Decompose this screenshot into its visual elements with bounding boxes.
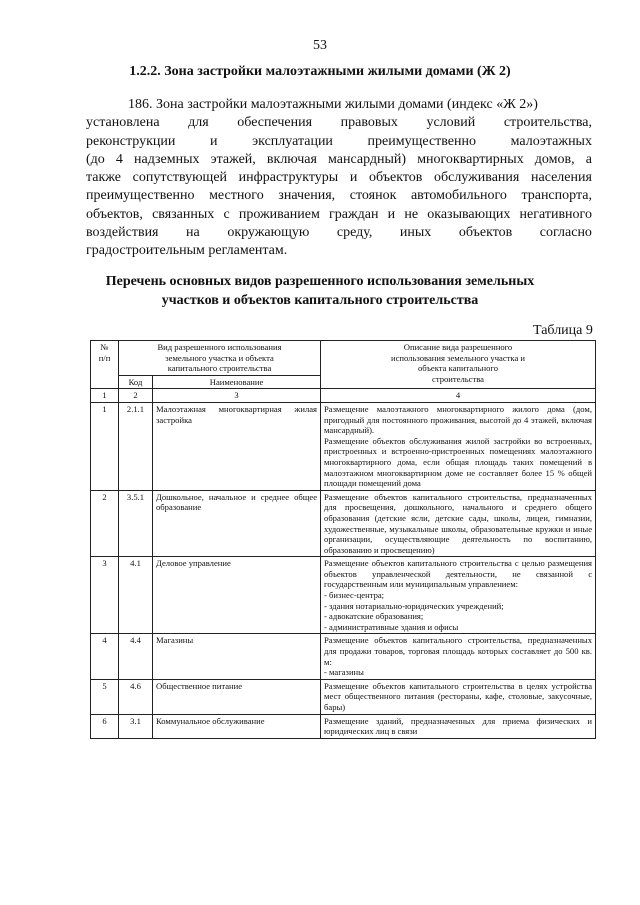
word: стоянок (349, 188, 397, 204)
paragraph-line (86, 151, 592, 169)
header-kind: Вид разрешенного использования земельного участка и объекта капитального строительства (119, 341, 321, 376)
table-row (91, 402, 596, 490)
word: проживанием (238, 206, 320, 222)
list-title-line: участков и объектов капитального строительства (161, 293, 479, 308)
row-code: 2.1.1 (119, 402, 153, 490)
word: не (404, 206, 419, 222)
word: негативного (519, 206, 592, 222)
row-name: Общественное питание (153, 679, 321, 714)
row-description: Размещение зданий, предназначенных для приема физических и юридических лиц в связи (321, 714, 596, 738)
word: многоквартирных (417, 151, 524, 167)
paragraph-line (86, 169, 592, 187)
row-code: 3.5.1 (119, 490, 153, 557)
column-number: 2 (119, 389, 153, 403)
word: малоэтажных (510, 133, 592, 149)
word: объектов (458, 225, 513, 241)
row-code: 4.1 (119, 557, 153, 634)
word: и (349, 170, 358, 186)
word: домов, (534, 151, 575, 167)
column-number-row (91, 389, 596, 403)
page-number: 53 (313, 38, 327, 53)
word: граждан (329, 206, 379, 222)
row-name: Магазины (153, 634, 321, 679)
word: значения, (278, 188, 336, 204)
word: местного (209, 188, 264, 204)
word: воздействия (86, 225, 159, 241)
word: автомобильного (410, 188, 507, 204)
word: для (188, 115, 209, 131)
word: обслуживания (433, 170, 520, 186)
row-name: Коммунальное обслуживание (153, 714, 321, 738)
word: сопутствующей (132, 170, 228, 186)
paragraph-line (86, 224, 592, 242)
row-code: 3.1 (119, 714, 153, 738)
row-name: Деловое управление (153, 557, 321, 634)
table-row (91, 490, 596, 557)
word: а (585, 151, 592, 167)
row-description: Размещение объектов капитального строительства с целью размещения объектов управленческой деятельности, не связанной с государственным или муниципальным управлением: - бизнес-центра; - здания нотариально-юридических учреждений; - адвокатские образования; - административные здания и офисы (321, 557, 596, 634)
table-row (91, 557, 596, 634)
word: также (86, 170, 122, 186)
column-number: 1 (91, 389, 119, 403)
word: строительства, (503, 115, 592, 131)
table-row (91, 679, 596, 714)
word: на (186, 225, 200, 241)
paragraph-line (86, 133, 592, 151)
row-description: Размещение объектов капитального строительства, предназначенных для продажи товаров, торговая площадь которых составляет до 500 кв. м: - магазины (321, 634, 596, 679)
word: условий (426, 115, 476, 131)
word: оказывающих (427, 206, 511, 222)
word: с (223, 206, 230, 222)
word: окружающую (227, 225, 310, 241)
word: надземных (133, 151, 200, 167)
zone-description-paragraph (86, 96, 592, 261)
column-number: 3 (153, 389, 321, 403)
paragraph-line (86, 114, 592, 132)
row-code: 4.6 (119, 679, 153, 714)
row-number: 1 (91, 402, 119, 490)
paragraph-line: 186. Зона застройки малоэтажными жилыми домами (индекс «Ж 2») (128, 97, 538, 112)
column-number: 4 (321, 389, 596, 403)
word: и (387, 206, 396, 222)
table-body (91, 402, 596, 738)
word: транспорта, (521, 188, 592, 204)
word: включая (266, 151, 317, 167)
header-code: Код (119, 375, 153, 389)
row-number: 5 (91, 679, 119, 714)
word: эксплуатации (252, 133, 333, 149)
row-description: Размещение объектов капитального строительства, предназначенных для просвещения, дошкольного, начального и среднего общего образования (детские ясли, детские сады, школы, лицеи, гимназии, художественные, музыкальные школы, образовательные кружки и иные организации, осуществляющие деятельность по воспитанию, образованию и просвещению) (321, 490, 596, 557)
word: связанных (152, 206, 215, 222)
word: преимущественно (367, 133, 477, 149)
row-name: Малоэтажная многоквартирная жилая застройка (153, 402, 321, 490)
section-title: 1.2.2. Зона застройки малоэтажными жилыми домами (Ж 2) (129, 64, 511, 79)
table-row (91, 634, 596, 679)
word: (до (86, 151, 105, 167)
header-name: Наименование (153, 375, 321, 389)
row-number: 6 (91, 714, 119, 738)
word: мансардный) (328, 151, 407, 167)
paragraph-line: градостроительным регламентам. (86, 243, 288, 259)
word: 4 (115, 151, 123, 167)
paragraph-line (86, 206, 592, 224)
word: объектов (368, 170, 423, 186)
word: реконструкции (86, 133, 176, 149)
word: среду, (336, 225, 373, 241)
row-name: Дошкольное, начальное и среднее общее образование (153, 490, 321, 557)
paragraph-line (86, 187, 592, 205)
row-description: Размещение объектов капитального строительства в целях устройства мест общественного питания (рестораны, кафе, столовые, закусочные, бары) (321, 679, 596, 714)
land-use-table (90, 340, 596, 739)
row-number: 2 (91, 490, 119, 557)
table-caption: Таблица 9 (533, 323, 593, 338)
word: этажей, (210, 151, 256, 167)
word: установлена (86, 115, 160, 131)
row-description: Размещение малоэтажного многоквартирного жилого дома (дом, пригодный для постоянного проживания, высотой до 4 этажей, включая мансардный). Размещение объектов обслуживания жилой застройки во встроенных, пристроенных и встроенно-пристроенных помещениях малоэтажного многоквартирного дома, если общая площадь таких помещений в малоэтажном многоквартирном доме не составляет более 15 % общей площади помещений дома (321, 402, 596, 490)
word: объектов, (86, 206, 143, 222)
word: правовых (340, 115, 398, 131)
table-row (91, 714, 596, 738)
word: инфраструктуры (238, 170, 339, 186)
row-number: 4 (91, 634, 119, 679)
word: согласно (539, 225, 592, 241)
word: преимущественно (86, 188, 195, 204)
header-description: Описание вида разрешенного использования земельного участка и объекта капитального строительства (321, 341, 596, 389)
header-number: № п/п (91, 341, 119, 389)
word: иных (399, 225, 432, 241)
list-title-line: Перечень основных видов разрешенного использования земельных (105, 274, 535, 289)
word: и (210, 133, 218, 149)
row-code: 4.4 (119, 634, 153, 679)
list-title (0, 272, 640, 310)
word: населения (530, 170, 592, 186)
word: обеспечения (237, 115, 313, 131)
row-number: 3 (91, 557, 119, 634)
